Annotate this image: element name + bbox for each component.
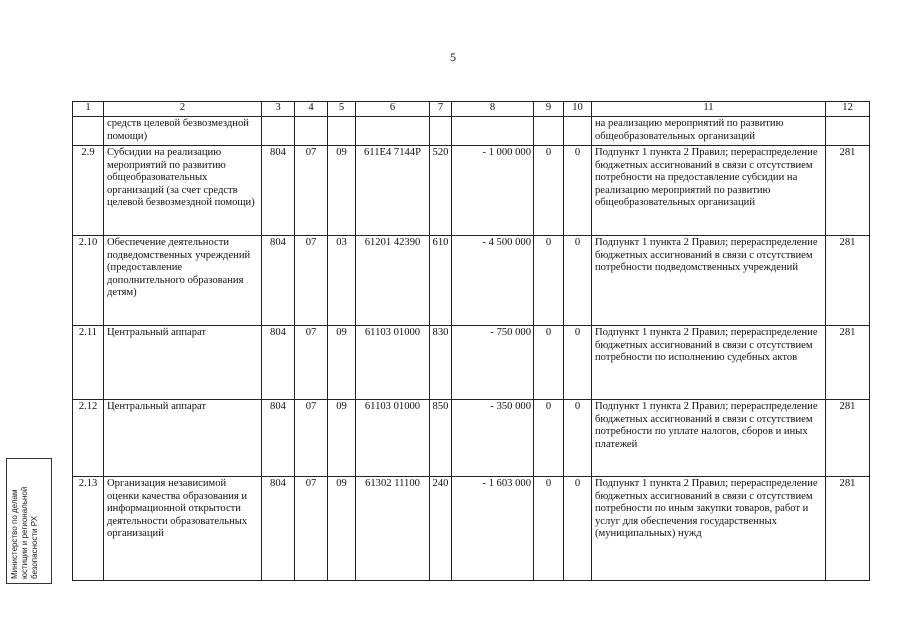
- cell-col9: 0: [534, 326, 564, 400]
- header-cell: 1: [73, 102, 104, 117]
- cell-target: 61103 01000: [356, 400, 430, 477]
- cell-col9: 0: [534, 400, 564, 477]
- cell-col9: 0: [534, 146, 564, 236]
- cell-subsection: 09: [328, 400, 356, 477]
- cell-section: 07: [295, 236, 328, 326]
- cell-empty: [73, 117, 104, 146]
- cell-empty: [826, 117, 870, 146]
- cell-code-12: 281: [826, 146, 870, 236]
- cell-target: 61302 11100: [356, 477, 430, 581]
- header-cell: 2: [104, 102, 262, 117]
- header-cell: 12: [826, 102, 870, 117]
- cell-empty: [262, 117, 295, 146]
- cell-col10: 0: [564, 400, 592, 477]
- stamp-line: Министерство по делам: [10, 489, 19, 579]
- cell-target: 61103 01000: [356, 326, 430, 400]
- table-row: [73, 146, 870, 236]
- cell-amount: - 750 000: [452, 326, 534, 400]
- cell-empty: [328, 117, 356, 146]
- cell-code: 804: [262, 326, 295, 400]
- cell-amount: - 1 603 000: [452, 477, 534, 581]
- cell-justification: Подпункт 1 пункта 2 Правил; перераспределение бюджетных ассигнований в связи с отсутствием потребности подведомственных учреждений: [592, 236, 826, 326]
- cell-col9: 0: [534, 236, 564, 326]
- header-row: [73, 102, 870, 117]
- cell-col10: 0: [564, 477, 592, 581]
- cell-amount: - 1 000 000: [452, 146, 534, 236]
- header-cell: 9: [534, 102, 564, 117]
- cell-expense-type: 610: [430, 236, 452, 326]
- cell-code-12: 281: [826, 326, 870, 400]
- page-number: 5: [450, 50, 456, 64]
- cell-justification: Подпункт 1 пункта 2 Правил; перераспределение бюджетных ассигнований в связи с отсутствием потребности по исполнению судебных актов: [592, 326, 826, 400]
- cell-name: Организация независимой оценки качества образования и информационной открытости деятельности образовательных организаций: [104, 477, 262, 581]
- budget-table: [72, 101, 870, 581]
- cell-name: средств целевой безвозмездной помощи): [104, 117, 262, 146]
- cell-code-12: 281: [826, 236, 870, 326]
- cell-name: Субсидии на реализацию мероприятий по развитию общеобразовательных организаций (за счет средств целевой безвозмездной помощи): [104, 146, 262, 236]
- cell-num: 2.10: [73, 236, 104, 326]
- cell-target: 61201 42390: [356, 236, 430, 326]
- header-cell: 5: [328, 102, 356, 117]
- table-row: [73, 400, 870, 477]
- cell-code: 804: [262, 477, 295, 581]
- cell-expense-type: 240: [430, 477, 452, 581]
- table-row: [73, 477, 870, 581]
- cell-code-12: 281: [826, 477, 870, 581]
- cell-num: 2.12: [73, 400, 104, 477]
- cell-justification: Подпункт 1 пункта 2 Правил; перераспределение бюджетных ассигнований в связи с отсутствием потребности по уплате налогов, сборов и иных платежей: [592, 400, 826, 477]
- cell-num: 2.11: [73, 326, 104, 400]
- cell-section: 07: [295, 326, 328, 400]
- header-cell: 6: [356, 102, 430, 117]
- cell-subsection: 09: [328, 146, 356, 236]
- continuation-row: [73, 117, 870, 146]
- table-row: [73, 326, 870, 400]
- stamp-box: [6, 458, 52, 584]
- cell-num: 2.13: [73, 477, 104, 581]
- cell-name: Обеспечение деятельности подведомственных учреждений (предоставление дополнительного образования детям): [104, 236, 262, 326]
- table-row: [73, 236, 870, 326]
- cell-expense-type: 830: [430, 326, 452, 400]
- cell-section: 07: [295, 146, 328, 236]
- cell-justification: на реализацию мероприятий по развитию общеобразовательных организаций: [592, 117, 826, 146]
- cell-section: 07: [295, 400, 328, 477]
- cell-amount: - 350 000: [452, 400, 534, 477]
- cell-code: 804: [262, 400, 295, 477]
- cell-col9: 0: [534, 477, 564, 581]
- cell-amount: - 4 500 000: [452, 236, 534, 326]
- header-cell: 3: [262, 102, 295, 117]
- cell-col10: 0: [564, 146, 592, 236]
- cell-subsection: 09: [328, 326, 356, 400]
- cell-empty: [452, 117, 534, 146]
- header-cell: 10: [564, 102, 592, 117]
- registration-stamp: [6, 458, 52, 584]
- cell-empty: [534, 117, 564, 146]
- cell-col10: 0: [564, 236, 592, 326]
- cell-name: Центральный аппарат: [104, 326, 262, 400]
- cell-target: 611Е4 7144Р: [356, 146, 430, 236]
- header-cell: 8: [452, 102, 534, 117]
- cell-expense-type: 520: [430, 146, 452, 236]
- cell-justification: Подпункт 1 пункта 2 Правил; перераспределение бюджетных ассигнований в связи с отсутствием потребности на предоставление субсидии на реализацию мероприятий по развитию общеобразовательных организаций: [592, 146, 826, 236]
- cell-expense-type: 850: [430, 400, 452, 477]
- stamp-line: безопасности РХ: [30, 515, 39, 579]
- cell-code: 804: [262, 146, 295, 236]
- cell-name: Центральный аппарат: [104, 400, 262, 477]
- cell-empty: [356, 117, 430, 146]
- cell-code: 804: [262, 236, 295, 326]
- cell-empty: [430, 117, 452, 146]
- cell-col10: 0: [564, 326, 592, 400]
- cell-subsection: 03: [328, 236, 356, 326]
- cell-num: 2.9: [73, 146, 104, 236]
- cell-section: 07: [295, 477, 328, 581]
- stamp-line: юстиции и региональной: [20, 486, 29, 579]
- cell-empty: [295, 117, 328, 146]
- header-cell: 7: [430, 102, 452, 117]
- header-cell: 4: [295, 102, 328, 117]
- cell-empty: [564, 117, 592, 146]
- cell-subsection: 09: [328, 477, 356, 581]
- cell-justification: Подпункт 1 пункта 2 Правил; перераспределение бюджетных ассигнований в связи с отсутствием потребности по иным закупки товаров, работ и услуг для обеспечения государственных (муниципальных) нужд: [592, 477, 826, 581]
- header-cell: 11: [592, 102, 826, 117]
- cell-code-12: 281: [826, 400, 870, 477]
